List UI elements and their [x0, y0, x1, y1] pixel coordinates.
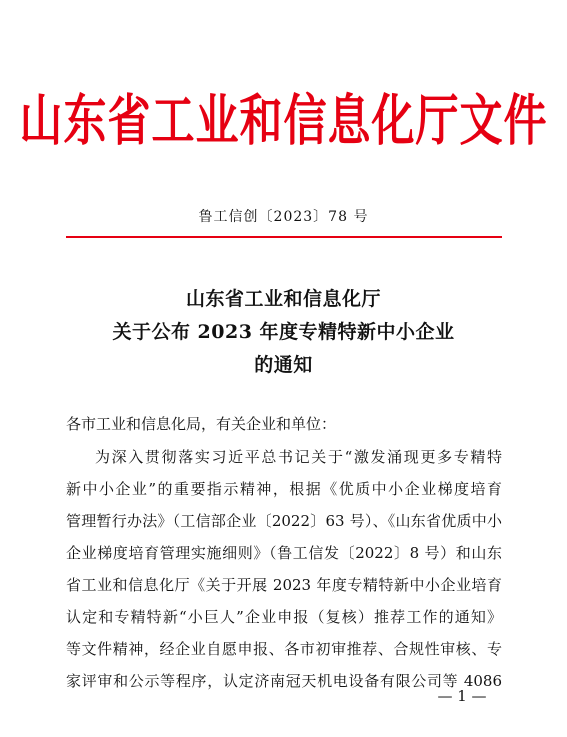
- body-line: 等文件精神，经企业自愿申报、各市初审推荐、合规性审核、专: [66, 640, 502, 658]
- page-number: — 1 —: [437, 687, 487, 705]
- body-line: 家评审和公示等程序，认定济南冠天机电设备有限公司等 4086: [66, 672, 502, 690]
- body-line: 新中小企业”的重要指示精神，根据《优质中小企业梯度培育: [66, 480, 502, 498]
- masthead-title: 山东省工业和信息化厅文件: [19, 89, 548, 154]
- notice-title-line-1: 山东省工业和信息化厅: [185, 288, 381, 310]
- body-line: 认定和专精特新“小巨人”企业申报（复核）推荐工作的通知》: [66, 608, 502, 626]
- notice-title-line-3: 的通知: [254, 354, 313, 376]
- notice-title-line-2: 关于公布 2023 年度专精特新中小企业: [112, 321, 455, 343]
- document-number: 鲁工信创〔2023〕78 号: [198, 209, 369, 225]
- body-line: 为深入贯彻落实习近平总书记关于“激发涌现更多专精特: [95, 448, 502, 466]
- body-line: 企业梯度培育管理实施细则》（鲁工信发〔2022〕8 号）和山东: [66, 544, 502, 562]
- salutation: 各市工业和信息化局，有关企业和单位：: [66, 415, 337, 433]
- red-divider-line: [66, 236, 502, 238]
- body-line: 管理暂行办法》（工信部企业〔2022〕63 号）、《山东省优质中小: [66, 512, 502, 530]
- body-line: 省工业和信息化厅《关于开展 2023 年度专精特新中小企业培育: [66, 576, 502, 594]
